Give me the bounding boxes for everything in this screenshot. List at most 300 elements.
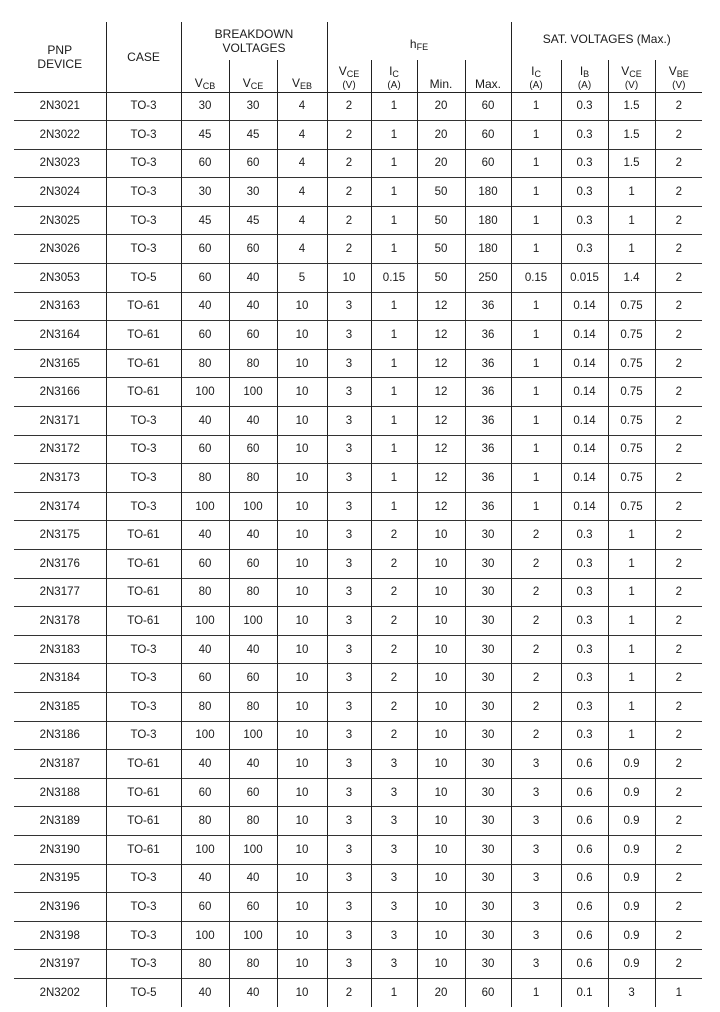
cell-hfe-vce: 3 <box>327 664 371 693</box>
cell-sat-ib: 0.6 <box>561 893 608 922</box>
cell-device: 2N3053 <box>14 264 106 293</box>
cell-sat-vce: 0.9 <box>608 807 655 836</box>
cell-sat-ic: 3 <box>511 893 561 922</box>
cell-device: 2N3175 <box>14 521 106 550</box>
cell-hfe-vce: 3 <box>327 635 371 664</box>
cell-veb: 10 <box>277 321 327 350</box>
cell-hfe-min: 12 <box>417 349 465 378</box>
cell-sat-ic: 2 <box>511 692 561 721</box>
cell-hfe-vce: 2 <box>327 235 371 264</box>
header-row-groups <box>14 22 702 60</box>
cell-device: 2N3187 <box>14 750 106 779</box>
breakdown-header-line2: VOLTAGES <box>222 41 286 55</box>
cell-vcb: 60 <box>181 664 229 693</box>
cell-sat-vce: 1.5 <box>608 92 655 121</box>
cell-vce: 30 <box>229 178 277 207</box>
cell-hfe-min: 10 <box>417 550 465 579</box>
cell-vce: 60 <box>229 435 277 464</box>
cell-hfe-max: 30 <box>465 835 511 864</box>
cell-device: 2N3188 <box>14 778 106 807</box>
hfe-vce-symbol: V <box>338 63 347 78</box>
cell-hfe-min: 12 <box>417 492 465 521</box>
cell-case: TO-3 <box>106 692 181 721</box>
cell-vce: 40 <box>229 292 277 321</box>
cell-sat-vbe: 2 <box>655 235 702 264</box>
cell-sat-vbe: 2 <box>655 921 702 950</box>
cell-veb: 10 <box>277 492 327 521</box>
table-row <box>14 978 702 1007</box>
cell-vcb: 80 <box>181 349 229 378</box>
cell-sat-vce: 1 <box>608 550 655 579</box>
cell-hfe-max: 60 <box>465 978 511 1007</box>
sat-ic-symbol: I <box>531 63 535 78</box>
cell-sat-vce: 1 <box>608 235 655 264</box>
cell-sat-ic: 3 <box>511 864 561 893</box>
cell-sat-ib: 0.6 <box>561 835 608 864</box>
cell-hfe-max: 30 <box>465 721 511 750</box>
cell-sat-ic: 1 <box>511 178 561 207</box>
cell-case: TO-61 <box>106 607 181 636</box>
cell-veb: 10 <box>277 292 327 321</box>
cell-hfe-max: 36 <box>465 492 511 521</box>
cell-hfe-max: 30 <box>465 950 511 979</box>
cell-hfe-ic: 1 <box>371 435 417 464</box>
cell-sat-ib: 0.3 <box>561 664 608 693</box>
cell-hfe-vce: 3 <box>327 864 371 893</box>
table-row <box>14 807 702 836</box>
cell-sat-vce: 1 <box>608 178 655 207</box>
cell-hfe-min: 10 <box>417 893 465 922</box>
hfe-vce-header <box>327 60 371 92</box>
sat-ic-header <box>511 60 561 92</box>
cell-sat-ib: 0.3 <box>561 721 608 750</box>
cell-hfe-ic: 1 <box>371 121 417 150</box>
hfe-vce-subscript: CE <box>346 68 360 79</box>
cell-sat-vbe: 2 <box>655 807 702 836</box>
cell-device: 2N3023 <box>14 149 106 178</box>
table-row <box>14 492 702 521</box>
cell-sat-ic: 1 <box>511 321 561 350</box>
veb-symbol: V <box>291 75 300 90</box>
cell-device: 2N3166 <box>14 378 106 407</box>
vcb-subscript: CB <box>202 80 216 91</box>
cell-sat-vbe: 1 <box>655 978 702 1007</box>
cell-vcb: 100 <box>181 835 229 864</box>
cell-vcb: 80 <box>181 807 229 836</box>
cell-veb: 10 <box>277 750 327 779</box>
cell-sat-ib: 0.3 <box>561 607 608 636</box>
cell-hfe-min: 20 <box>417 92 465 121</box>
cell-vce: 80 <box>229 464 277 493</box>
cell-device: 2N3184 <box>14 664 106 693</box>
cell-sat-vbe: 2 <box>655 92 702 121</box>
cell-vcb: 60 <box>181 435 229 464</box>
cell-hfe-vce: 3 <box>327 378 371 407</box>
cell-sat-ib: 0.6 <box>561 921 608 950</box>
cell-case: TO-61 <box>106 378 181 407</box>
cell-hfe-max: 36 <box>465 321 511 350</box>
cell-sat-vbe: 2 <box>655 121 702 150</box>
cell-hfe-ic: 1 <box>371 206 417 235</box>
cell-case: TO-3 <box>106 893 181 922</box>
cell-sat-vbe: 2 <box>655 178 702 207</box>
cell-device: 2N3021 <box>14 92 106 121</box>
cell-hfe-min: 10 <box>417 835 465 864</box>
cell-sat-ib: 0.14 <box>561 492 608 521</box>
cell-hfe-min: 50 <box>417 206 465 235</box>
cell-device: 2N3198 <box>14 921 106 950</box>
cell-vce: 60 <box>229 893 277 922</box>
vcb-symbol: V <box>194 75 203 90</box>
cell-sat-ib: 0.3 <box>561 578 608 607</box>
cell-hfe-max: 30 <box>465 607 511 636</box>
cell-vcb: 80 <box>181 950 229 979</box>
cell-vce: 80 <box>229 349 277 378</box>
cell-hfe-min: 12 <box>417 321 465 350</box>
cell-sat-ic: 3 <box>511 921 561 950</box>
cell-hfe-ic: 3 <box>371 778 417 807</box>
cell-device: 2N3163 <box>14 292 106 321</box>
cell-sat-vbe: 2 <box>655 750 702 779</box>
cell-hfe-min: 20 <box>417 121 465 150</box>
cell-sat-vce: 1.4 <box>608 264 655 293</box>
cell-veb: 10 <box>277 464 327 493</box>
cell-sat-vce: 0.75 <box>608 321 655 350</box>
cell-sat-ib: 0.1 <box>561 978 608 1007</box>
cell-veb: 10 <box>277 692 327 721</box>
cell-hfe-ic: 1 <box>371 407 417 436</box>
cell-hfe-max: 36 <box>465 435 511 464</box>
cell-hfe-min: 12 <box>417 435 465 464</box>
table-row <box>14 407 702 436</box>
cell-veb: 10 <box>277 607 327 636</box>
cell-case: TO-61 <box>106 349 181 378</box>
cell-case: TO-61 <box>106 778 181 807</box>
cell-sat-ic: 2 <box>511 721 561 750</box>
cell-sat-vce: 1 <box>608 521 655 550</box>
table-row <box>14 721 702 750</box>
cell-sat-ib: 0.14 <box>561 435 608 464</box>
hfe-ic-unit: (A) <box>387 79 401 91</box>
table-row <box>14 235 702 264</box>
cell-case: TO-61 <box>106 321 181 350</box>
cell-hfe-min: 10 <box>417 750 465 779</box>
cell-vce: 100 <box>229 492 277 521</box>
cell-sat-vce: 0.9 <box>608 778 655 807</box>
cell-hfe-ic: 1 <box>371 464 417 493</box>
table-body <box>14 92 702 1007</box>
cell-hfe-vce: 3 <box>327 950 371 979</box>
cell-vce: 40 <box>229 521 277 550</box>
cell-hfe-ic: 3 <box>371 950 417 979</box>
cell-sat-vbe: 2 <box>655 721 702 750</box>
cell-sat-ic: 1 <box>511 235 561 264</box>
cell-sat-vbe: 2 <box>655 349 702 378</box>
cell-vcb: 30 <box>181 92 229 121</box>
cell-device: 2N3177 <box>14 578 106 607</box>
hfe-min-header: Min. <box>417 60 465 92</box>
cell-sat-vbe: 2 <box>655 635 702 664</box>
cell-hfe-min: 10 <box>417 721 465 750</box>
cell-device: 2N3197 <box>14 950 106 979</box>
cell-vce: 60 <box>229 149 277 178</box>
cell-case: TO-61 <box>106 292 181 321</box>
cell-device: 2N3174 <box>14 492 106 521</box>
cell-vce: 100 <box>229 921 277 950</box>
cell-veb: 10 <box>277 778 327 807</box>
cell-sat-ic: 1 <box>511 435 561 464</box>
table-row <box>14 464 702 493</box>
cell-sat-ic: 1 <box>511 292 561 321</box>
cell-vcb: 40 <box>181 521 229 550</box>
cell-sat-vce: 1 <box>608 607 655 636</box>
cell-device: 2N3022 <box>14 121 106 150</box>
cell-case: TO-3 <box>106 492 181 521</box>
cell-sat-vbe: 2 <box>655 464 702 493</box>
cell-veb: 4 <box>277 178 327 207</box>
cell-sat-vce: 0.9 <box>608 921 655 950</box>
cell-device: 2N3171 <box>14 407 106 436</box>
cell-sat-vbe: 2 <box>655 607 702 636</box>
cell-sat-ib: 0.3 <box>561 521 608 550</box>
table-row <box>14 378 702 407</box>
cell-vce: 100 <box>229 607 277 636</box>
sat-voltages-header: SAT. VOLTAGES (Max.) <box>511 22 702 60</box>
cell-hfe-max: 30 <box>465 550 511 579</box>
table-row <box>14 950 702 979</box>
cell-hfe-max: 36 <box>465 407 511 436</box>
cell-hfe-min: 10 <box>417 807 465 836</box>
cell-vcb: 100 <box>181 607 229 636</box>
cell-veb: 10 <box>277 435 327 464</box>
table-row <box>14 864 702 893</box>
cell-hfe-ic: 0.15 <box>371 264 417 293</box>
cell-hfe-ic: 1 <box>371 178 417 207</box>
cell-sat-ic: 1 <box>511 464 561 493</box>
cell-sat-ib: 0.3 <box>561 692 608 721</box>
cell-vce: 60 <box>229 778 277 807</box>
cell-hfe-ic: 1 <box>371 92 417 121</box>
cell-hfe-max: 30 <box>465 778 511 807</box>
cell-sat-ib: 0.14 <box>561 292 608 321</box>
table-row <box>14 292 702 321</box>
cell-veb: 10 <box>277 578 327 607</box>
cell-device: 2N3173 <box>14 464 106 493</box>
cell-veb: 10 <box>277 664 327 693</box>
table-row <box>14 921 702 950</box>
cell-hfe-max: 30 <box>465 807 511 836</box>
cell-veb: 10 <box>277 921 327 950</box>
cell-sat-vce: 1 <box>608 635 655 664</box>
cell-case: TO-3 <box>106 235 181 264</box>
cell-device: 2N3185 <box>14 692 106 721</box>
cell-hfe-max: 30 <box>465 864 511 893</box>
cell-hfe-vce: 2 <box>327 178 371 207</box>
cell-sat-vbe: 2 <box>655 378 702 407</box>
cell-hfe-min: 50 <box>417 235 465 264</box>
cell-sat-vbe: 2 <box>655 578 702 607</box>
cell-hfe-min: 12 <box>417 378 465 407</box>
cell-sat-vce: 0.75 <box>608 378 655 407</box>
cell-hfe-vce: 3 <box>327 292 371 321</box>
cell-hfe-ic: 1 <box>371 492 417 521</box>
cell-hfe-ic: 1 <box>371 292 417 321</box>
cell-hfe-max: 60 <box>465 92 511 121</box>
device-header <box>14 22 106 92</box>
cell-vcb: 100 <box>181 921 229 950</box>
cell-hfe-min: 10 <box>417 921 465 950</box>
cell-vce: 45 <box>229 206 277 235</box>
cell-hfe-min: 50 <box>417 178 465 207</box>
cell-sat-vce: 0.75 <box>608 349 655 378</box>
cell-case: TO-61 <box>106 550 181 579</box>
cell-vcb: 45 <box>181 206 229 235</box>
cell-case: TO-61 <box>106 835 181 864</box>
cell-hfe-min: 10 <box>417 521 465 550</box>
cell-sat-ib: 0.14 <box>561 378 608 407</box>
cell-sat-vbe: 2 <box>655 521 702 550</box>
cell-sat-vbe: 2 <box>655 664 702 693</box>
cell-sat-vce: 1 <box>608 664 655 693</box>
cell-veb: 10 <box>277 721 327 750</box>
cell-hfe-vce: 2 <box>327 978 371 1007</box>
cell-sat-ic: 2 <box>511 550 561 579</box>
cell-sat-vbe: 2 <box>655 206 702 235</box>
cell-sat-ib: 0.6 <box>561 864 608 893</box>
cell-case: TO-61 <box>106 521 181 550</box>
cell-hfe-vce: 3 <box>327 321 371 350</box>
cell-sat-ic: 2 <box>511 578 561 607</box>
table-row <box>14 893 702 922</box>
cell-hfe-ic: 1 <box>371 349 417 378</box>
cell-sat-ic: 1 <box>511 492 561 521</box>
cell-sat-ic: 0.15 <box>511 264 561 293</box>
sat-vce-header <box>608 60 655 92</box>
cell-hfe-vce: 3 <box>327 807 371 836</box>
cell-hfe-min: 12 <box>417 407 465 436</box>
cell-hfe-ic: 2 <box>371 635 417 664</box>
table-row <box>14 521 702 550</box>
cell-hfe-ic: 1 <box>371 321 417 350</box>
cell-device: 2N3024 <box>14 178 106 207</box>
cell-hfe-min: 10 <box>417 778 465 807</box>
sat-ib-unit: (A) <box>577 79 592 91</box>
cell-device: 2N3190 <box>14 835 106 864</box>
cell-hfe-vce: 3 <box>327 578 371 607</box>
sat-vce-subscript: CE <box>629 68 642 79</box>
cell-vcb: 80 <box>181 692 229 721</box>
cell-sat-ic: 2 <box>511 607 561 636</box>
cell-sat-ic: 1 <box>511 206 561 235</box>
cell-vce: 40 <box>229 864 277 893</box>
cell-veb: 4 <box>277 121 327 150</box>
cell-veb: 10 <box>277 349 327 378</box>
table-row <box>14 692 702 721</box>
cell-hfe-min: 12 <box>417 292 465 321</box>
cell-hfe-ic: 2 <box>371 607 417 636</box>
cell-sat-ib: 0.3 <box>561 206 608 235</box>
cell-hfe-vce: 3 <box>327 692 371 721</box>
hfe-max-header: Max. <box>465 60 511 92</box>
table-row <box>14 349 702 378</box>
cell-sat-vbe: 2 <box>655 893 702 922</box>
cell-hfe-ic: 2 <box>371 550 417 579</box>
cell-case: TO-5 <box>106 264 181 293</box>
cell-sat-vce: 0.75 <box>608 464 655 493</box>
cell-vce: 40 <box>229 978 277 1007</box>
cell-sat-ic: 1 <box>511 978 561 1007</box>
table-row <box>14 149 702 178</box>
cell-hfe-ic: 3 <box>371 835 417 864</box>
cell-vce: 80 <box>229 692 277 721</box>
sat-vce-unit: (V) <box>624 79 639 91</box>
cell-device: 2N3172 <box>14 435 106 464</box>
cell-veb: 5 <box>277 264 327 293</box>
cell-case: TO-3 <box>106 206 181 235</box>
cell-sat-ib: 0.3 <box>561 92 608 121</box>
cell-vcb: 60 <box>181 149 229 178</box>
cell-sat-ib: 0.6 <box>561 750 608 779</box>
sat-vbe-header <box>655 60 702 92</box>
cell-sat-ic: 1 <box>511 378 561 407</box>
cell-sat-vbe: 2 <box>655 149 702 178</box>
cell-veb: 4 <box>277 235 327 264</box>
veb-header <box>277 60 327 92</box>
cell-vcb: 60 <box>181 264 229 293</box>
cell-hfe-max: 30 <box>465 664 511 693</box>
cell-hfe-vce: 3 <box>327 835 371 864</box>
cell-case: TO-3 <box>106 407 181 436</box>
device-header-line1: PNP <box>47 42 73 57</box>
cell-hfe-max: 180 <box>465 178 511 207</box>
cell-vce: 40 <box>229 750 277 779</box>
cell-vce: 100 <box>229 721 277 750</box>
cell-hfe-min: 10 <box>417 864 465 893</box>
hfe-symbol: h <box>409 36 417 51</box>
cell-hfe-vce: 2 <box>327 149 371 178</box>
cell-sat-vbe: 2 <box>655 692 702 721</box>
cell-vcb: 40 <box>181 635 229 664</box>
cell-device: 2N3202 <box>14 978 106 1007</box>
device-header-line2: DEVICE <box>37 56 83 71</box>
cell-hfe-ic: 1 <box>371 978 417 1007</box>
vce-symbol: V <box>242 75 251 90</box>
cell-sat-ic: 1 <box>511 349 561 378</box>
hfe-ic-symbol: I <box>389 63 393 78</box>
cell-hfe-min: 50 <box>417 264 465 293</box>
table-row <box>14 550 702 579</box>
cell-vcb: 80 <box>181 578 229 607</box>
cell-veb: 10 <box>277 835 327 864</box>
cell-case: TO-61 <box>106 807 181 836</box>
cell-vcb: 45 <box>181 121 229 150</box>
sat-vbe-subscript: BE <box>676 68 689 79</box>
cell-vce: 80 <box>229 950 277 979</box>
cell-vce: 60 <box>229 550 277 579</box>
cell-sat-vbe: 2 <box>655 492 702 521</box>
cell-hfe-vce: 3 <box>327 521 371 550</box>
cell-sat-vce: 0.75 <box>608 435 655 464</box>
cell-sat-ib: 0.015 <box>561 264 608 293</box>
cell-vcb: 100 <box>181 721 229 750</box>
cell-hfe-vce: 2 <box>327 121 371 150</box>
cell-case: TO-61 <box>106 578 181 607</box>
cell-vcb: 80 <box>181 464 229 493</box>
cell-hfe-ic: 3 <box>371 864 417 893</box>
cell-sat-vce: 0.75 <box>608 407 655 436</box>
cell-sat-ic: 2 <box>511 521 561 550</box>
cell-hfe-max: 36 <box>465 378 511 407</box>
